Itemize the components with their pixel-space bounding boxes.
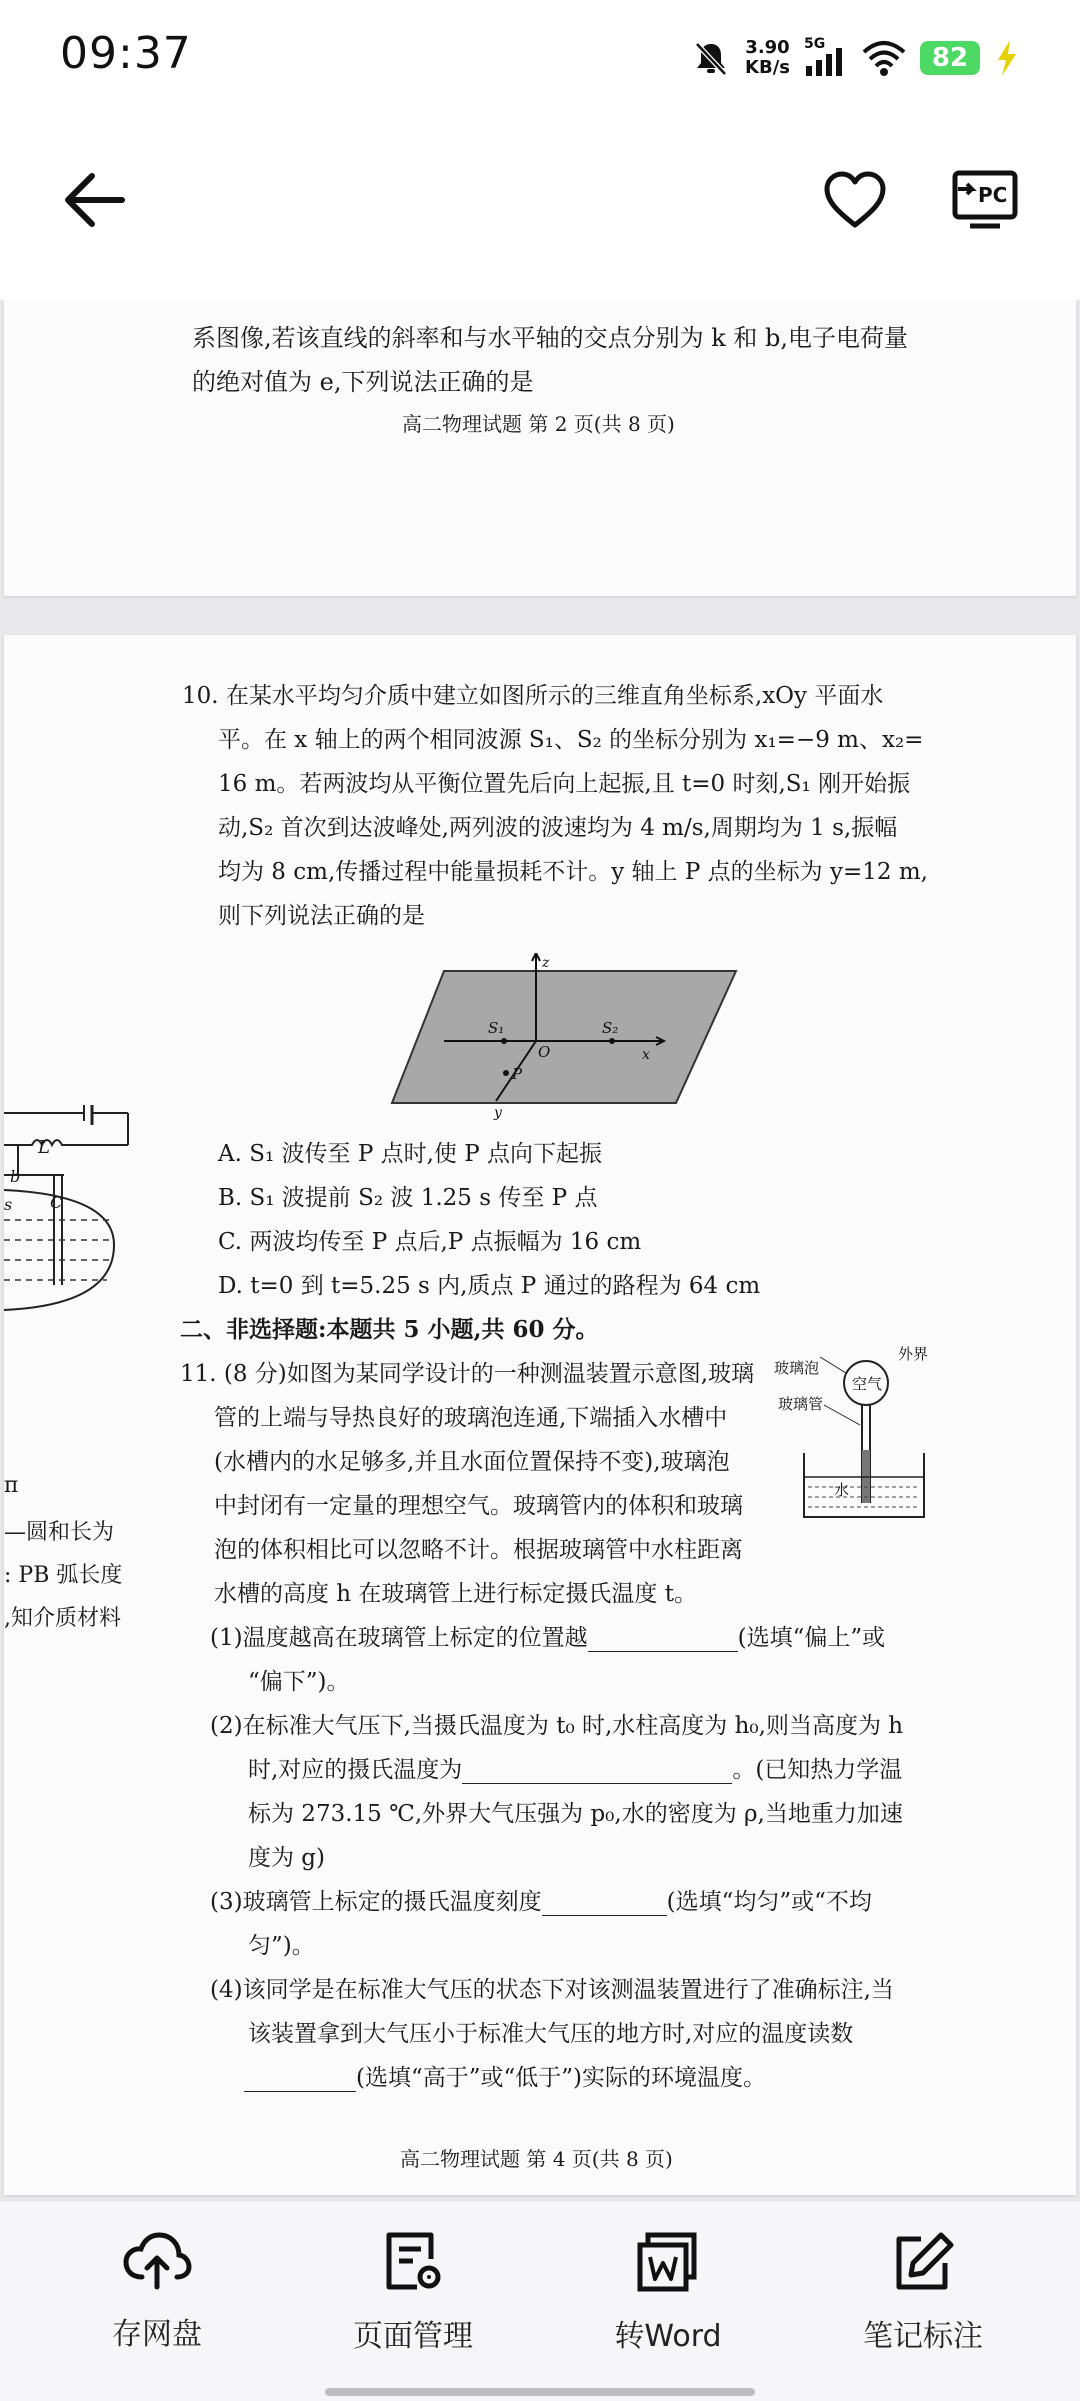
save-to-cloud-label: 存网盘 [112,2317,202,2352]
annotate-label: 笔记标注 [863,2319,983,2354]
page2-line-1: 系图像,若该直线的斜率和与水平轴的交点分别为 k 和 b,电子电荷量 [192,324,909,352]
q11-part2-blank [462,1761,732,1784]
figure-label-water: 水 [834,1481,850,1499]
q10-line-1: 10. 在某水平均匀介质中建立如图所示的三维直角坐标系,xOy 平面水 [182,683,884,709]
signal-indicator [804,38,848,78]
q11-part4-choice: (选填“高于”或“低于”)实际的环境温度。 [356,2065,766,2091]
section-heading: 二、非选择题:本题共 5 小题,共 60 分。 [180,1316,599,1343]
axis-label-y: y [494,1105,502,1121]
q11-line-5: 泡的体积相比可以忽略不计。根据玻璃管中水柱距离 [214,1537,743,1563]
q10-line-4: 动,S₂ 首次到达波峰处,两列波的波速均为 4 m/s,周期均为 1 s,振幅 [218,815,898,841]
send-to-pc-button[interactable] [945,160,1025,240]
q10-line-3: 16 m。若两波均从平衡位置先后向上起振,且 t=0 时刻,S₁ 刚开始振 [218,771,911,797]
figure-label-tube: 玻璃管 [778,1395,824,1413]
annotate-button[interactable] [803,2231,1043,2355]
q10-option-c: C. 两波均传至 P 点后,P 点振幅为 16 cm [218,1229,642,1255]
source-s2-label: S₂ [602,1019,619,1037]
pc-cast-icon [952,169,1018,231]
page-management-button[interactable] [293,2231,533,2355]
home-indicator[interactable] [325,2388,755,2396]
figure-label-outside: 外界 [898,1345,929,1363]
axis-label-x: x [642,1047,650,1063]
status-icons [691,28,1020,88]
fragment-text-1: —圆和长为 [4,1520,115,1545]
q10-option-a: A. S₁ 波传至 P 点时,使 P 点向下起振 [218,1141,603,1167]
point-p-label: P [512,1065,523,1083]
q11-part2-line2 [248,1751,902,1784]
bottom-toolbar [0,2200,1080,2401]
status-time: 09:37 [60,28,192,79]
net-speed-value: 3.90 [745,37,790,58]
battery-level: 82 [920,41,980,75]
top-navigation [0,115,1080,300]
q11-part2-line1: (2)在标准大气压下,当摄氏温度为 t₀ 时,水柱高度为 h₀,则当高度为 h [210,1713,904,1739]
q10-option-d: D. t=0 到 t=5.25 s 内,质点 P 通过的路程为 64 cm [218,1273,761,1299]
q10-option-b: B. S₁ 波提前 S₂ 波 1.25 s 传至 P 点 [218,1185,598,1211]
fragment-label-b: b [10,1167,21,1186]
net-speed-unit: KB/s [745,57,790,78]
heart-icon [823,171,887,229]
fragment-text-4: п [4,1473,19,1498]
page2-footer: 高二物理试题 第 2 页(共 8 页) [402,412,675,436]
fragment-label-c: C [50,1193,63,1212]
q11-line-3: (水槽内的水足够多,并且水面位置保持不变),玻璃泡 [214,1449,730,1475]
axis-label-z: z [542,955,550,971]
status-bar [0,0,1080,115]
fragment-text-3: ,知介质材料 [4,1606,121,1631]
page-settings-icon [381,2231,445,2293]
page-4 [4,635,1076,2195]
q11-part4-line3 [244,2059,766,2092]
edit-note-icon [891,2231,955,2293]
q11-part2-text: 时,对应的摄氏温度为 [248,1757,463,1783]
figure-label-air: 空气 [852,1375,883,1393]
q11-part1-choice: (选填“偏上”或 [737,1625,886,1651]
document-viewer[interactable] [0,300,1080,2200]
word-convert-icon [636,2231,700,2293]
q10-line-2: 平。在 x 轴上的两个相同波源 S₁、S₂ 的坐标分别为 x₁=−9 m、x₂= [218,727,924,753]
fragment-label-s: s [4,1195,13,1214]
wifi-icon [862,38,906,78]
q11-line-1: 11. (8 分)如图为某同学设计的一种测温装置示意图,玻璃 [180,1361,755,1387]
fragment-label-l: L [38,1137,50,1158]
thermometer-device-figure [774,1345,944,1525]
circuit-fragment-figure [4,1105,144,1345]
q11-part4-blank [244,2069,356,2092]
q11-part3-text: (3)玻璃管上标定的摄氏温度刻度 [210,1889,542,1915]
pc-label: PC [978,183,1008,207]
back-button[interactable] [55,160,135,240]
page4-footer: 高二物理试题 第 4 页(共 8 页) [400,2147,673,2171]
figure-label-bulb: 玻璃泡 [774,1359,820,1377]
q11-part1-text: (1)温度越高在玻璃管上标定的位置越 [210,1625,588,1651]
q11-line-6: 水槽的高度 h 在玻璃管上进行标定摄氏温度 t。 [214,1581,697,1607]
favorite-button[interactable] [815,160,895,240]
q11-part4-line2: 该装置拿到大气压小于标准大气压的地方时,对应的温度读数 [248,2021,854,2047]
q11-part1-blank [588,1629,738,1652]
q11-line-4: 中封闭有一定量的理想空气。玻璃管内的体积和玻璃 [214,1493,743,1519]
page-2 [4,300,1076,596]
charging-icon [994,38,1020,78]
q11-part2-line3: 标为 273.15 ℃,外界大气压强为 p₀,水的密度为 ρ,当地重力加速 [248,1801,903,1827]
save-to-cloud-button[interactable] [37,2231,277,2353]
q11-part2-line4: 度为 g) [248,1845,326,1871]
q11-line-2: 管的上端与导热良好的玻璃泡连通,下端插入水槽中 [214,1405,728,1431]
q11-part1-line2: “偏下”)。 [248,1669,350,1695]
mute-bell-icon [691,38,731,78]
q11-part3-line1 [210,1883,872,1916]
origin-label: O [538,1043,551,1061]
q11-part3-choice: (选填“均匀”或“不均 [666,1889,872,1915]
network-type: 5G [804,36,826,52]
q10-line-5: 均为 8 cm,传播过程中能量损耗不计。y 轴上 P 点的坐标为 y=12 m, [218,859,928,885]
cloud-upload-icon [122,2231,192,2291]
q11-part4-line1: (4)该同学是在标准大气压的状态下对该测温装置进行了准确标注,当 [210,1977,894,2003]
q10-line-6: 则下列说法正确的是 [218,903,425,929]
q11-part1-line1 [210,1619,885,1652]
coordinate-plane-figure [384,953,754,1123]
page-management-label: 页面管理 [353,2319,473,2354]
q11-part3-blank [542,1893,667,1916]
convert-to-word-button[interactable] [548,2231,788,2355]
fragment-text-2: : PB 弧长度 [4,1563,123,1588]
source-s1-label: S₁ [488,1019,505,1037]
arrow-left-icon [64,172,126,228]
signal-icon [804,38,848,78]
page2-line-2: 的绝对值为 e,下列说法正确的是 [192,368,534,396]
q11-part3-line2: 匀”)。 [248,1933,315,1959]
net-speed [745,38,790,78]
convert-to-word-label: 转Word [614,2319,722,2354]
q11-part2-note: 。(已知热力学温 [732,1757,903,1783]
